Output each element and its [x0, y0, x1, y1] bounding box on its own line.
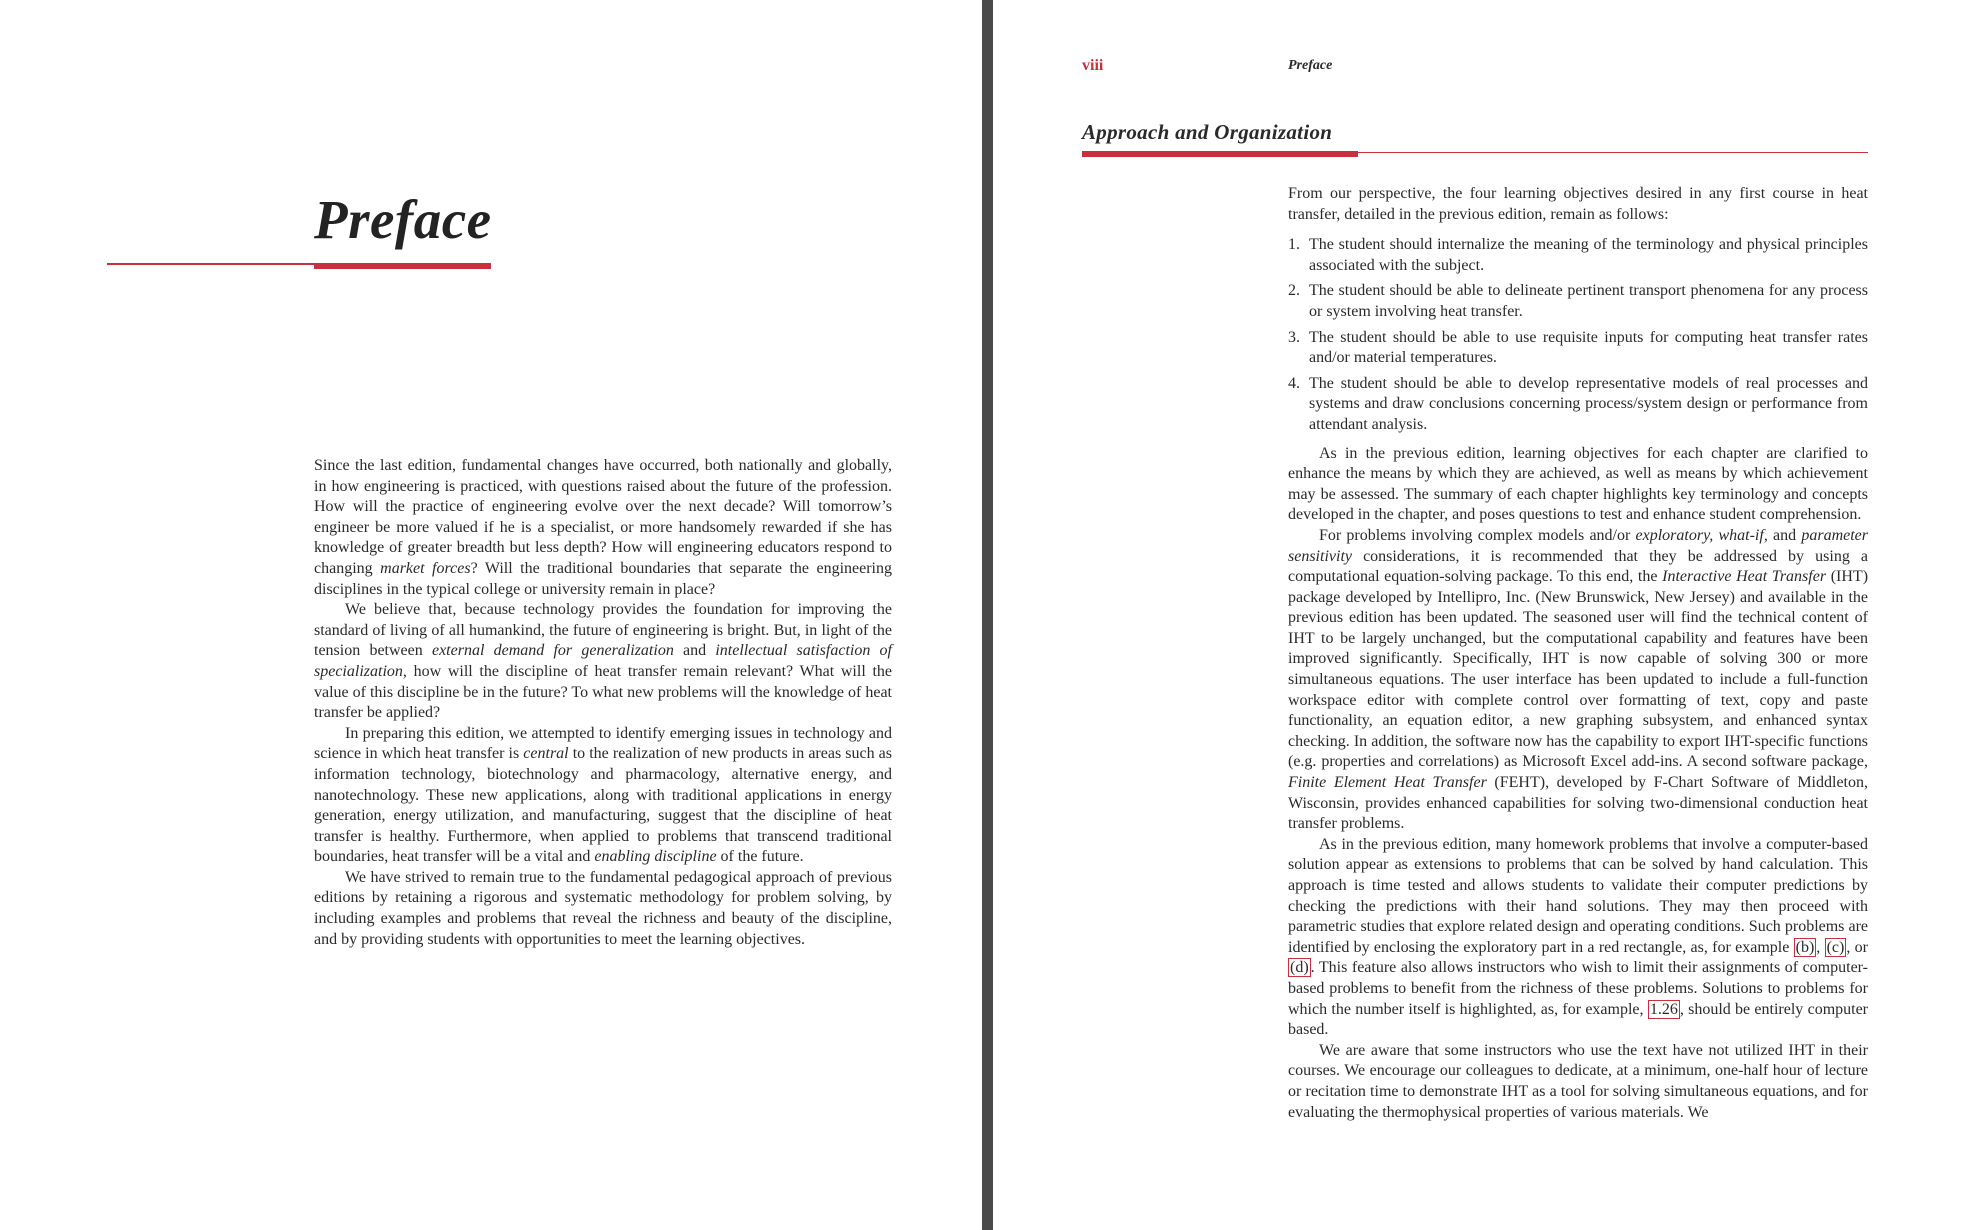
- text-segment: (FEHT), developed by F-Chart Software of Middleton, Wisconsin, provides enhanced capabilities for solving two-dimensional conduction heat transfer problems.: [1288, 774, 1868, 833]
- paragraph: [314, 724, 892, 868]
- text-segment: We have strived to remain true to the fundamental pedagogical approach of previous editions by retaining a rigorous and systematic methodology for problem solving, by including examples and problems that reveal the richness and beauty of the discipline, and by providing students with opportunities to meet the learning objectives.: [314, 868, 892, 948]
- emphasis-text: market forces: [380, 559, 471, 577]
- text-segment: Since the last edition, fundamental changes have occurred, both nationally and globally, in how engineering is practiced, with questions raised about the future of the profession. How will the practice of engineering evolve over the next decade? Will tomorrow’s engineer be more valued if he is a specialist, or more handsomely rewarded if she has knowledge of greater breadth but less depth? How will engineering educators respond to changing: [314, 457, 892, 577]
- right-body-text: [1288, 184, 1868, 1123]
- text-segment: As in the previous edition, many homework problems that involve a computer-based solution appear as extensions to problems that can be solved by hand calculation. This approach is time tested and allows students to validate their computer predictions by checking the predictions with their hand solutions. They may then proceed with parametric studies that explore related design and operating conditions. Such problems are identified by enclosing the exploratory part in a red rectangle, as, for example: [1288, 835, 1868, 956]
- objective-item: [1288, 374, 1868, 436]
- text-segment: of the future.: [716, 848, 804, 866]
- text-segment: We believe that, because technology provides the foundation for improving the standard of living of all humankind, the future of engineering is bright. But, in light of the tension between: [314, 601, 892, 660]
- paragraph: [314, 868, 892, 950]
- paragraph: [1288, 444, 1868, 526]
- intro-paragraph: From our perspective, the four learning objectives desired in any first course in heat transfer, detailed in the previous edition, remain as follows:: [1288, 185, 1868, 223]
- left-body-text: [314, 456, 892, 950]
- text-segment: , or: [1846, 938, 1868, 956]
- emphasis-text: parameter sensitivity: [1288, 526, 1868, 565]
- text-segment: , how will the discipline of heat transfer remain relevant? What will the value of this discipline be in the future? To what new problems will the knowledge of heat transfer be applied?: [314, 662, 892, 722]
- boxed-problem-label: (b): [1795, 938, 1815, 956]
- boxed-problem-label: (c): [1826, 938, 1845, 956]
- text-segment: to the realization of new products in areas such as information technology, biotechnology and pharmacology, alternative energy, and nanotechnology. These new applications, along with traditional applications in energy generation, energy utilization, and manufacturing, suggest that the discipline of heat transfer is healthy. Furthermore, when applied to problems that transcend traditional boundaries, heat transfer will be a vital and: [314, 745, 892, 866]
- text-segment: In preparing this edition, we attempted to identify emerging issues in technology and science in which heat transfer is: [314, 724, 892, 763]
- objectives-list: [1288, 235, 1868, 435]
- objective-text: The student should be able to delineate pertinent transport phenomena for any process or system involving heat transfer.: [1309, 282, 1868, 320]
- section-heading: Approach and Organization: [1082, 120, 1333, 144]
- text-segment: and: [673, 642, 716, 660]
- objective-item: [1288, 235, 1868, 276]
- text-segment: ? Will the traditional boundaries that separate the engineering disciplines in the typical college or university remain in place?: [314, 559, 892, 598]
- spread-gutter: [982, 0, 993, 1230]
- text-segment: considerations, it is recommended that they be addressed by using a computational equation-solving package. To this end, the: [1288, 547, 1868, 586]
- text-segment: As in the previous edition, learning objectives for each chapter are clarified to enhance the means by which they are achieved, as well as means by which achievement may be assessed. The summary of each chapter highlights key terminology and concepts developed in the chapter, and poses questions to test and enhance student comprehension.: [1288, 444, 1868, 524]
- objective-number: 2.: [1288, 282, 1300, 300]
- text-segment: ,: [1816, 938, 1825, 956]
- running-head: Preface: [1288, 58, 1333, 73]
- text-segment: . This feature also allows instructors who wish to limit their assignments of computer-based problems to benefit from the richness of these problems. Solutions to problems for which the number itself is highlighted, as, for example,: [1288, 959, 1868, 1018]
- title-rule-accent: [314, 263, 491, 269]
- paragraph: [1288, 1041, 1868, 1123]
- emphasis-text: Finite Element Heat Transfer: [1288, 774, 1487, 792]
- right-paragraphs: [1288, 444, 1868, 1124]
- objective-number: 4.: [1288, 374, 1300, 392]
- emphasis-text: Interactive Heat Transfer: [1662, 568, 1827, 586]
- page-number: viii: [1082, 57, 1104, 74]
- emphasis-text: exploratory, what-if,: [1635, 526, 1768, 544]
- emphasis-text: intellectual satisfaction of specialization: [314, 642, 892, 680]
- objective-text: The student should internalize the meaning of the terminology and physical principles associated with the subject.: [1309, 236, 1868, 274]
- paragraph: [314, 456, 892, 600]
- objective-number: 1.: [1288, 236, 1300, 254]
- left-page: [0, 0, 982, 1230]
- paragraph: [314, 600, 892, 724]
- paragraph: [1288, 835, 1868, 1041]
- boxed-problem-label: (d): [1290, 959, 1309, 977]
- objective-text: The student should be able to develop representative models of real processes and systems and draw conclusions concerning process/system design or performance from attendant analysis.: [1309, 374, 1868, 433]
- text-segment: We are aware that some instructors who use the text have not utilized IHT in their courses. We encourage our colleagues to dedicate, at a minimum, one-half hour of lecture or recitation time to demonstrate IHT as a tool for solving simultaneous equations, and for evaluating the thermophysical properties of various materials. We: [1288, 1041, 1868, 1121]
- page-title: Preface: [314, 189, 492, 250]
- objective-number: 3.: [1288, 328, 1300, 346]
- objective-text: The student should be able to use requisite inputs for computing heat transfer rates and/or material temperatures.: [1309, 328, 1868, 367]
- boxed-problem-label: 1.26: [1649, 1000, 1678, 1018]
- right-page: [993, 0, 1972, 1230]
- section-rule-accent: [1082, 151, 1358, 157]
- text-segment: (IHT) package developed by Intellipro, Inc. (New Brunswick, New Jersey) and available in the previous edition has been updated. The seasoned user will find the technical content of IHT to be largely unchanged, but the computational capability and features have been improved significantly. Specifically, IHT is now capable of solving 300 or more simultaneous equations. The user interface has been updated to include a full-function workspace editor with complete control over formatting of text, copy and paste functionality, an equation editor, a new graphing subsystem, and enhanced syntax checking. In addition, the software now has the capability to export IHT-specific functions (e.g. properties and correlations) as Microsoft Excel add-ins. A second software package,: [1288, 568, 1869, 771]
- emphasis-text: external demand for generalization: [431, 642, 674, 660]
- paragraph: [1288, 526, 1868, 835]
- objective-item: [1288, 328, 1868, 369]
- emphasis-text: central: [523, 745, 569, 763]
- text-segment: , should be entirely computer based.: [1288, 1000, 1869, 1039]
- emphasis-text: enabling discipline: [594, 848, 717, 866]
- objective-item: [1288, 281, 1868, 322]
- text-segment: For problems involving complex models and/or: [1319, 526, 1636, 544]
- text-segment: and: [1767, 526, 1802, 544]
